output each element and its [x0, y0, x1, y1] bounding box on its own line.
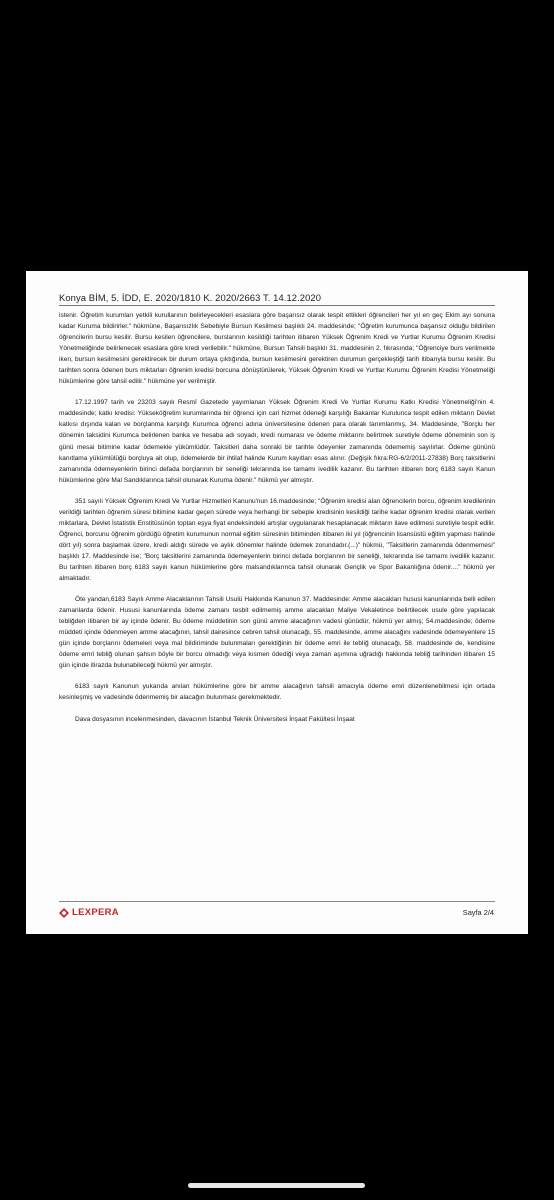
paragraph-6: Dava dosyasının incelenmesinden, davacının İstanbul Teknik Üniversitesi İnşaat Fakültesi İnşaat — [75, 715, 355, 723]
footer-divider — [59, 901, 495, 902]
lexpera-logo-text: LEXPERA — [72, 907, 119, 918]
paragraph-5: 6183 sayılı Kanunun yukarıda anılan hükümlerine göre bir amme alacağının tahsili amacıyla ödeme emri düzenlenebilmesi için ortada kesinleşmiş ve vadesinde ödenmemiş bir alacağın bulunması gerekmektedir. — [59, 683, 495, 702]
paragraph-4: Öte yandan,6183 Sayılı Amme Alacaklarının Tahsili Usulü Hakkında Kanunun 37. Maddesinde: Amme alacakları hususi kanunlarında belli edilen zamanlarda ödenir. Hususi kanunlarında ödeme zamanı tesbit edilmemiş amme alacakları Maliye Vekaletince belirtilecek usule göre yapılacak tebliğden itibaren bir ay içinde ödenir. Bu ödeme müddetinin son günü amme alacağının vadesi günüdür, hükmü yer almış; 54.maddesinde; ödeme müddeti içinde ödenmeyen amme alacağının, tahsil dairesince cebren tahsil olunacağı, 55. maddesinde, amme alacağını vadesinde ödemeyenlere 15 gün içinde borçlarını ödemeleri veya mal bildiriminde bulunmaları gerektiğinin bir ödeme emri ile tebliğ olunacağı, 58. maddesinde de, kendisine ödeme emri tebliğ olunan şahsın böyle bir borcu olmadığı veya kısmen ödediği veya zaman aşımına uğradığı hakkında tebliğ tarihinden itibaren 15 gün içinde itirazda bulunabileceği hükmü yer almıştır. — [59, 596, 495, 670]
lexpera-logo — [59, 907, 119, 918]
lexpera-logo-icon — [59, 908, 69, 918]
page-number: Sayfa 2/4 — [462, 908, 494, 917]
document-header: Konya BİM, 5. İDD, E. 2020/1810 K. 2020/2663 T. 14.12.2020 — [59, 292, 322, 303]
paragraph-1: istenir. Öğretim kurumları yetkili kurullarının belirleyecekleri esaslara göre başarısız olarak tespit ettikleri öğrencileri her yıl en geç Ekim ayı sonuna kadar Kuruma bildirirler." hükmüne, Başarısızlık Sebebiyle Bursun Kesilmesi başlıklı 24. maddesinde; "Öğretim kurumunca başarısız olduğu bildirilen öğrencilerin bursu kesilir. Bursu kesilen öğrencilere, burslarının kesildiği tarihten itibaren Yüksek Öğrenim Kredi ve Yurtlar Kurumu Öğrenim Kredisi Yönetmeliğinde belirlenecek esaslara göre kredi verilebilir." hükmüne, Bursun Tahsili başlıklı 31. maddesinin 2. fıkrasında; "Öğrenciye burs verilmekte iken, bursun kesilmesini gerektirecek bir durum ortaya çıktığında, bursun kesilmesini gerektiren durumun gerçekleştiği tarih itibarıyla bursu kesilir. Bu tarihten sonra ödenen burs miktarları öğrenim kredisi borcuna dönüştürülerek, Yüksek Öğrenim Kredi ve Yurtlar Kurumu Öğrenim Kredisi Yönetmeliği hükümlerine göre tahsil edilir." hükmüne yer verilmiştir. — [59, 312, 495, 386]
paragraph-3: 351 sayılı Yüksek Öğrenim Kredi Ve Yurtlar Hizmetleri Kanunu'nun 16.maddesinde; "Öğrenim kredisi alan öğrencilerin borcu, öğrenim kredilerinin verildiği tarihten öğrenim süresi bitimine kadar geçen sürede veya herhangi bir sebeple kredisinin kesildiği tarihe kadar öğrenim kredisi olarak verilen miktarlara, Devlet İstatistik Enstitüsünün toptan eşya fiyat endeksindeki artışlar uygulanarak hesaplanacak miktarın ilave edilmesi suretiyle tespit edilir. Öğrenci, borcunu öğrenim gördüğü öğretim kurumunun normal eğitim süresinin bitiminden itibaren iki yıl (öğrencinin lisansüstü eğitim yapması halinde dört yıl) sonra başlamak üzere, kredi aldığı sürede ve aylık dönemler halinde ödemek zorundadır.(...)" hükmü, "Taksitlerin zamanında ödenmemesi" başlıklı 17. Maddesinde ise; "Borç taksitlerini zamanında ödemeyenlerin birinci defada borçlarının bir seneliği, tekrarında ise tamamı ivedilik kazanır. Bu tarihten itibaren borç 6183 sayılı kanun hükümlerine göre malsandıklarınca tahsil olunarak Gençlik ve Spor Bakanlığına ödenir...." hükmü yer almaktadır. — [59, 497, 496, 583]
home-indicator[interactable] — [188, 1183, 365, 1188]
document-body — [59, 310, 495, 725]
header-divider — [59, 305, 495, 306]
paragraph-2: 17.12.1997 tarih ve 23203 sayılı Resmî Gazetede yayımlanan Yüksek Öğrenim Kredi Ve Yurtlar Kurumu Katkı Kredisi Yönetmeliği'nin 4. maddesinde; katkı kredisi: Yükseköğretim kurumlarında bir öğrenci için cari hizmet ödeneği karşılığı Bakanlar Kurulunca tespit edilen miktarın Devlet katkısı dışında kalan ve borçlanma karşılığı Kurumca öğrenci adına üniversitesine ödenen para olarak tanımlanmış, 34. Maddesinde, "Borçlu her dönemin taksidini Kurumca belirlenen banka ve hesaba adı soyadı, kredi numarası ve ödeme miktarını belirtmek suretiyle ödeme döneminin son iş günü mesai bitimine kadar ödemekle yükümlüdür. Taksitleri daha sonraki bir tarihte ödeyenler zamanında ödememiş sayılırlar. Ödeme gününü kanıtlama yükümlülüğü borçluya ait olup, ödemelerde bir ihtilaf halinde Kurum kayıtları esas alınır. (Değişik fıkra:RG-6/2/2011-27838) Borç taksitlerini zamanında ödemeyenlerin birinci defada borçlarının bir seneliği tekrarında ise tamamı ivedilik kazanır. Bu tarihten itibaren borç 6183 sayılı Kanun hükümlerine göre Mal Sandıklarınca tahsil olunarak Kuruma ödenir." hükmü yer almıştır. — [59, 399, 495, 484]
document-page — [26, 271, 528, 934]
